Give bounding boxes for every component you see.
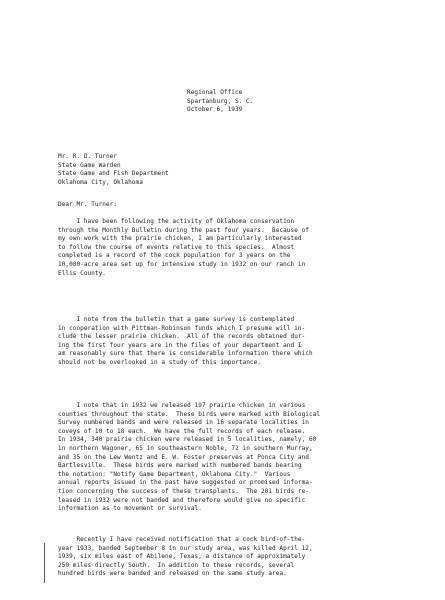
text-line: to follow the course of events relative to this species. Almost (58, 243, 295, 251)
addressee-name: Mr. R. D. Turner (58, 153, 118, 160)
text-line: In 1934, 340 prairie chicken were released in 5 localities, namely, 60 (58, 436, 317, 444)
text-line: tion concerning the success of these transplants. The 201 birds re- (58, 487, 309, 495)
text-line: should not be overlooked in a study of this importance. (58, 358, 261, 366)
salutation: Dear Mr. Turner: (58, 201, 118, 208)
paragraph-2 (58, 316, 313, 368)
text-line: the notation: "Notify Game Department, Oklahoma City." Various (58, 470, 291, 478)
text-line: ing the first four years are in the files of your department and I (58, 341, 302, 349)
paragraph-1 (58, 218, 309, 278)
text-line: and 35 on the Lew Wentz and E. W. Foster preserves at Ponca City and (58, 453, 309, 461)
text-line: 1939, six miles east of Abilene, Texas, a distance of approximately (58, 553, 306, 561)
text-line: 250 miles directly South. In addition to these records, several (58, 561, 295, 569)
paragraph-4 (58, 536, 313, 579)
addressee-department: State Game and Fish Department (58, 170, 169, 178)
text-line: leased in 1932 were not banded and therefore would give no specific (58, 496, 306, 504)
margin-mark (44, 543, 47, 583)
addressee-title: State Game Warden (58, 161, 121, 169)
text-line: hundred birds were banded and released on the same study area. (58, 570, 287, 578)
text-line: am reasonably sure that there is considerable information there which (58, 350, 313, 358)
addressee-location: Oklahoma City, Oklahoma (58, 178, 143, 186)
text-line: Recently I have received notification that a cock bird-of-the- (58, 536, 306, 543)
text-line: I note that in 1932 we released 197 prairie chicken in various (58, 402, 306, 409)
date-line: October 6, 1939 (187, 106, 243, 114)
letter-header (187, 89, 253, 115)
text-line: I note from the bulletin that a game survey is contemplated (58, 316, 295, 323)
text-line: Survey numbered bands and were released in 16 separate localities in (58, 419, 309, 427)
text-line: annual reports issued in the past have suggested or promised informa- (58, 479, 313, 487)
text-line: 10,000-acre area set up for intensive study in 1932 on our ranch in (58, 260, 306, 268)
paragraph-3 (58, 402, 320, 514)
text-line: in northern Wagoner, 65 in southeastern Noble, 72 in southern Murray, (58, 444, 313, 452)
text-line: year 1933, banded September 8 in our study area, was killed April 12, (58, 544, 313, 552)
text-line: clude the lesser prairie chicken. All of the records obtained dur- (58, 333, 306, 341)
text-line: completed is a record of the cock population for 3 years on the (58, 252, 291, 260)
text-line: Ellis County. (58, 269, 106, 277)
text-line: my own work with the prairie chicken, I am particularly interested (58, 235, 302, 243)
text-line: Bartlesville. These birds were marked with numbered bands bearing (58, 462, 302, 470)
addressee-block (58, 153, 169, 187)
text-line: counties throughout the state. These birds were marked with Biological (58, 410, 321, 418)
text-line: through the Monthly Bulletin during the past four years. Because of (58, 226, 309, 234)
city-line: Spartanburg, S. C. (187, 97, 254, 105)
text-line: coveys of 10 to 18 each. We have the full records of each release. (58, 427, 306, 435)
text-line: I have been following the activity of Oklahoma conservation (58, 218, 295, 225)
office-line: Regional Office (187, 89, 243, 96)
text-line: information as to movement or survival. (58, 505, 202, 513)
text-line: in cooperation with Pittman-Robinson funds which I presume will in- (58, 324, 306, 332)
